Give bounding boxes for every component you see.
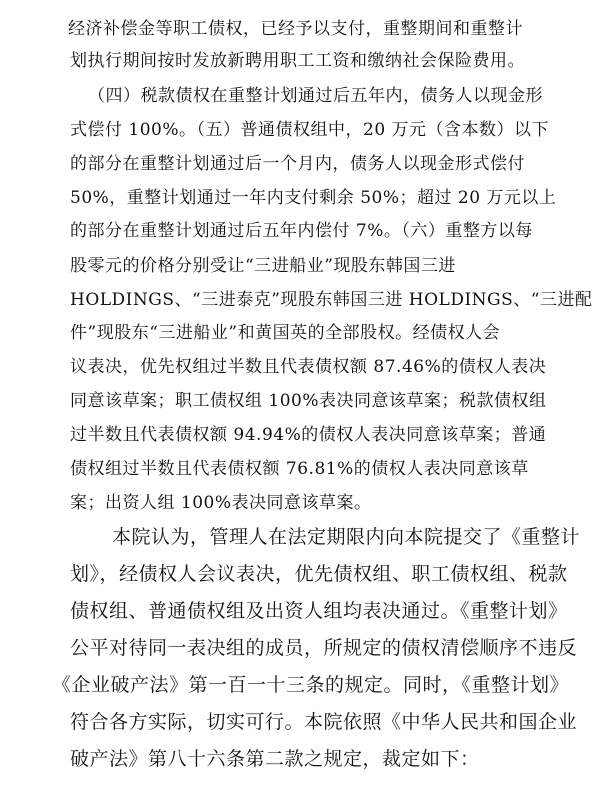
text-line: 议表决，优先权组过半数且代表债权额 87.46%的债权人表决 <box>70 357 547 377</box>
text-line: 同意该草案；职工债权组 100%表决同意该草案；税款债权组 <box>70 391 547 411</box>
text-line: 股零元的价格分别受让“三进船业”现股东韩国三进 <box>70 256 456 276</box>
text-line: 划》，经债权人会议表决，优先债权组、职工债权组、税款 <box>70 563 568 585</box>
text-line: 过半数且代表债权额 94.94%的债权人表决同意该草案；普通 <box>70 425 547 445</box>
text-line: HOLDINGS、“三进泰克”现股东韩国三进 HOLDINGS、“三进配 <box>70 290 593 310</box>
text-line: 符合各方实际，切实可行。本院依照《中华人民共和国企业 <box>70 711 578 733</box>
text-line: （四）税款债权在重整计划通过后五年内，债务人以现金形 <box>88 86 543 106</box>
text-line: 的部分在重整计划通过后五年内偿付 7%。（六）重整方以每 <box>70 221 533 241</box>
text-line: 划执行期间按时发放新聘用职工工资和缴纳社会保险费用。 <box>70 51 525 71</box>
text-line: 公平对待同一表决组的成员，所规定的债权清偿顺序不违反 <box>70 637 578 659</box>
text-line: 《企业破产法》第一百一十三条的规定。同时，《重整计划》 <box>52 674 570 696</box>
text-line: 的部分在重整计划通过后一个月内，债务人以现金形式偿付 <box>70 154 525 174</box>
text-line: 经济补偿金等职工债权，已经予以支付，重整期间和重整计 <box>68 19 523 39</box>
text-line: 50%，重整计划通过一年内支付剩余 50%；超过 20 万元以上 <box>70 188 557 208</box>
text-line: 式偿付 100%。（五）普通债权组中，20 万元（含本数）以下 <box>70 120 550 140</box>
text-line: 件”现股东“三进船业”和黄国英的全部股权。经债权人会 <box>70 323 501 343</box>
text-line: 破产法》第八十六条第二款之规定，裁定如下： <box>70 748 480 770</box>
text-line: 债权组过半数且代表债权额 76.81%的债权人表决同意该草 <box>70 459 529 479</box>
text-line: 本院认为，管理人在法定期限内向本院提交了《重整计 <box>112 526 581 548</box>
text-line: 案；出资人组 100%表决同意该草案。 <box>70 493 372 513</box>
text-line: 债权组、普通债权组及出资人组均表决通过。《重整计划》 <box>70 600 568 622</box>
